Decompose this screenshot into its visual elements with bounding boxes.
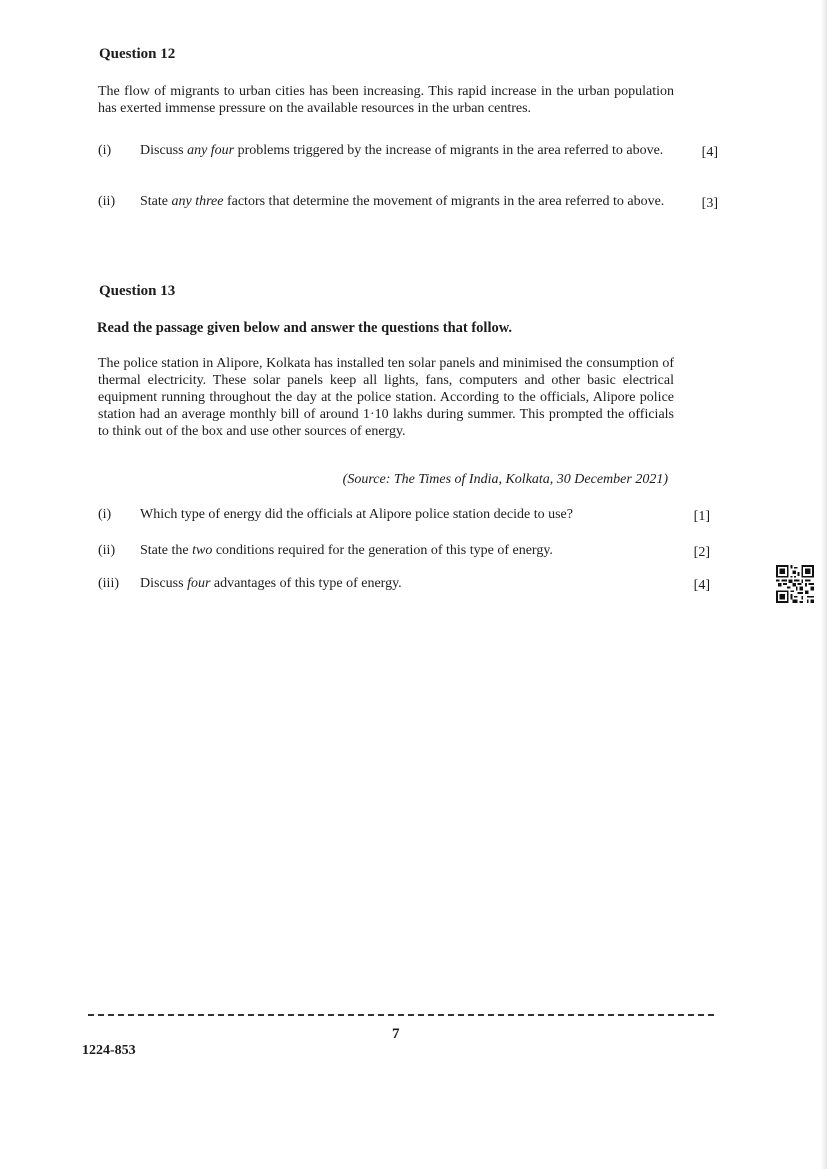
question-12-intro: The flow of migrants to urban cities has been increasing. This rapid increase in the urban population has exerted immense pressure on the available resources in the urban centres.: [98, 84, 674, 116]
part-number: (i): [98, 143, 112, 158]
part-number: (iii): [98, 576, 119, 591]
part-text: Which type of energy did the officials at Alipore police station decide to use?: [140, 507, 573, 522]
page-number: 7: [392, 1026, 400, 1042]
question-12-part-ii: [98, 193, 718, 229]
marks-label: [4]: [701, 145, 718, 160]
passage-source: (Source: The Times of India, Kolkata, 30 December 2021): [342, 472, 668, 487]
part-text: State any three factors that determine the movement of migrants in the area referred to above.: [140, 194, 665, 209]
marks-label: [1]: [693, 509, 710, 524]
part-number: (ii): [98, 194, 116, 209]
paper-code: 1224-853: [82, 1043, 136, 1058]
page-edge: [821, 0, 827, 1169]
part-text: State the two conditions required for the generation of this type of energy.: [140, 543, 553, 558]
question-13-part-iii: [98, 575, 718, 595]
part-text: Discuss four advantages of this type of energy.: [140, 576, 402, 591]
question-12-heading: Question 12: [99, 46, 176, 62]
question-13-part-ii: [98, 542, 718, 562]
question-13-passage: The police station in Alipore, Kolkata has installed ten solar panels and minimised the consumption of thermal electricity. These solar panels keep all lights, fans, computers and other basic electrical equipment running throughout the day at the police station. According to the officials, Alipore police station had an average monthly bill of around 1·10 lakhs during summer. This prompted the officials to think out of the box and use other sources of energy.: [98, 356, 674, 439]
footer-rule: [88, 1014, 714, 1016]
question-13-part-i: [98, 506, 718, 526]
marks-label: [3]: [701, 196, 718, 211]
question-13-heading: Question 13: [99, 283, 176, 299]
question-12-part-i: [98, 142, 718, 178]
question-13-instruction: Read the passage given below and answer the questions that follow.: [97, 320, 513, 336]
part-text: Discuss any four problems triggered by the increase of migrants in the area referred to above.: [140, 143, 664, 158]
part-number: (i): [98, 507, 112, 522]
part-number: (ii): [98, 543, 116, 558]
marks-label: [4]: [693, 578, 710, 593]
marks-label: [2]: [693, 545, 710, 560]
qr-code-icon: [776, 565, 814, 603]
